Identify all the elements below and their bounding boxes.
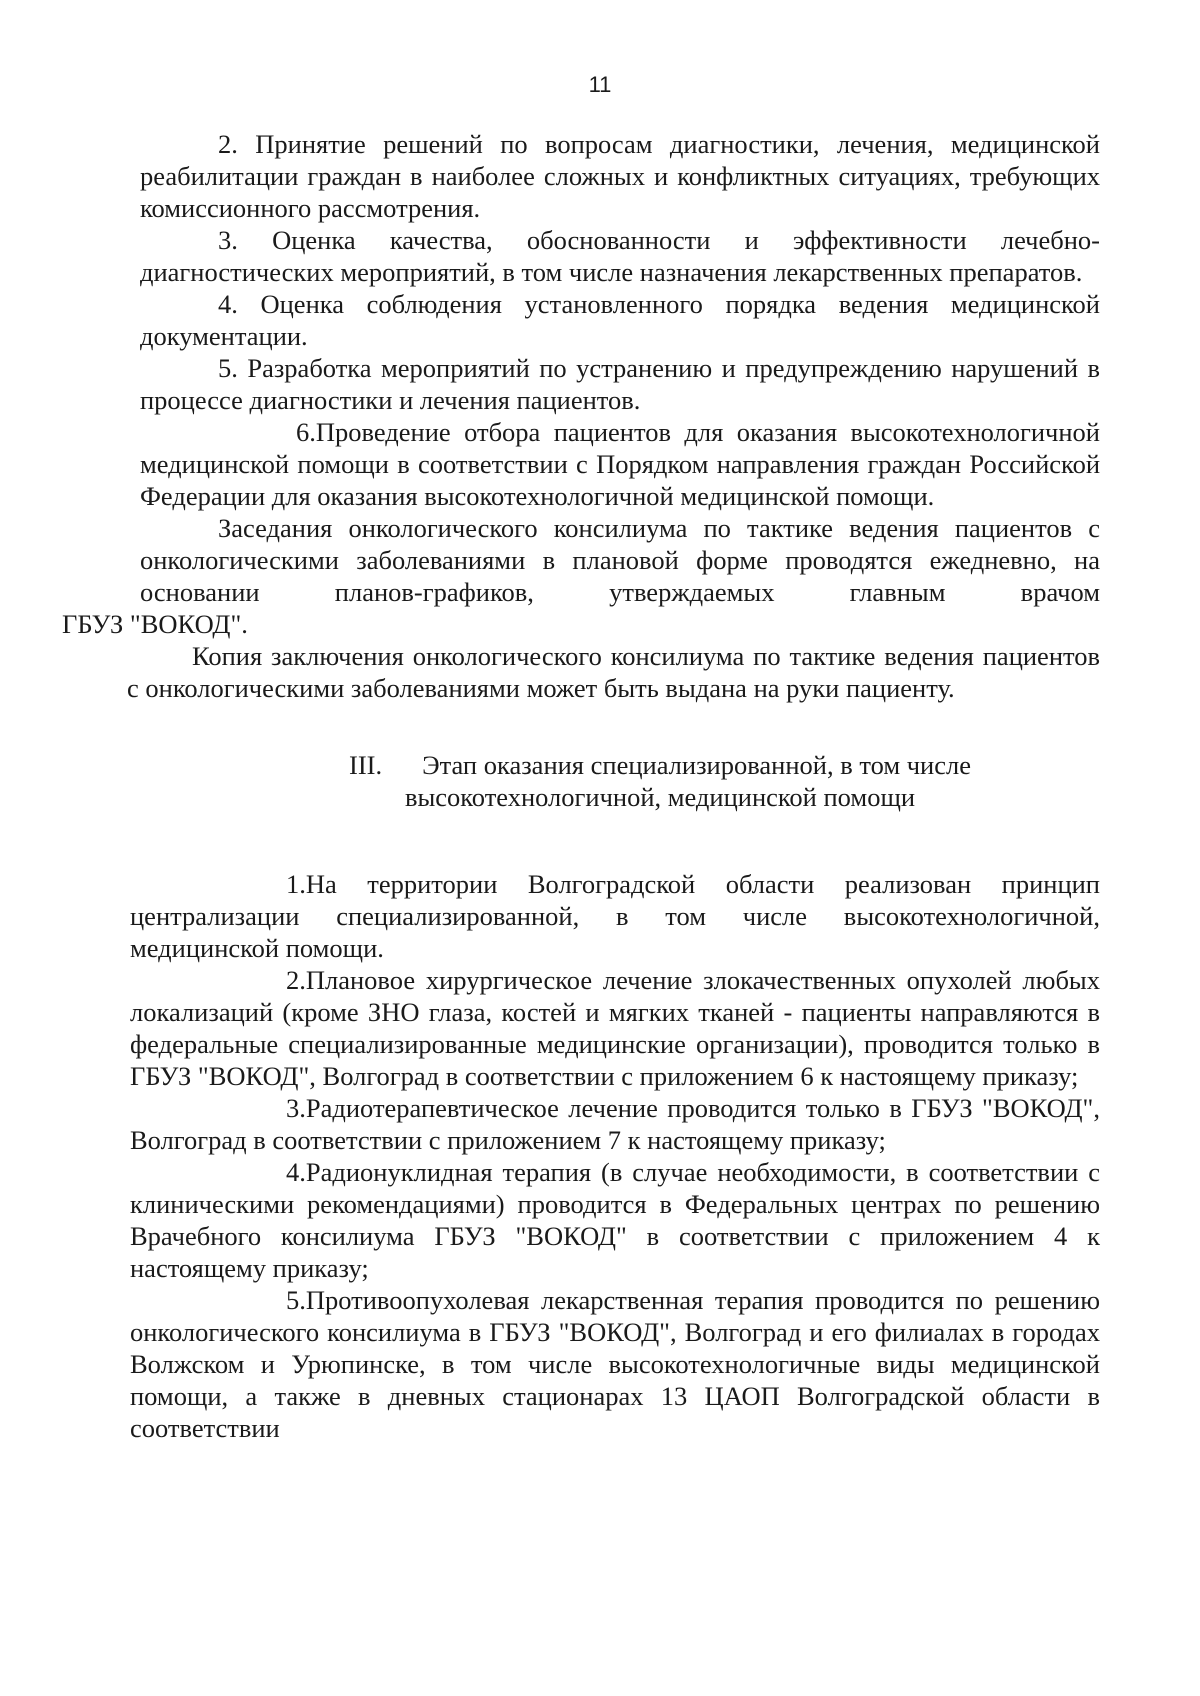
meetings-last-line: ГБУЗ "ВОКОД". bbox=[62, 609, 248, 639]
section-title-part2: высокотехнологичной, медицинской помощи bbox=[404, 782, 916, 812]
section-title-part1: Этап оказания специализированной, в том числе bbox=[422, 750, 971, 780]
item-text: Противоопухолевая лекарственная терапия проводится по решению онкологического консилиума в ГБУЗ "ВОКОД", Волгоград и его филиалах в городах Волжском и Урюпинске, в том числе высокотехнологичные виды медицинской помощи, а также в дневных стационарах 13 ЦАОП Волгоградской области в соответствии bbox=[130, 1285, 1100, 1443]
section-item-4 bbox=[130, 1156, 1100, 1284]
item-number: 2. bbox=[286, 965, 306, 995]
item-text: На территории Волгоградской области реализован принцип централизации специализированной, в том числе высокотехнологичной, медицинской помощи. bbox=[130, 869, 1100, 963]
paragraph-item-3: 3. Оценка качества, обоснованности и эффективности лечебно-диагностических мероприятий, в том числе назначения лекарственных препаратов. bbox=[140, 225, 1100, 287]
paragraph-item-6 bbox=[140, 416, 1100, 512]
paragraph-meetings bbox=[62, 512, 1100, 640]
section-heading bbox=[140, 749, 1100, 813]
section-heading-line1 bbox=[220, 749, 1100, 781]
section-item-3 bbox=[130, 1092, 1100, 1156]
paragraph-item-2: 2. Принятие решений по вопросам диагностики, лечения, медицинской реабилитации граждан в наиболее сложных и конфликтных ситуациях, требующих комиссионного рассмотрения. bbox=[140, 129, 1100, 223]
item-number: 4. bbox=[286, 1157, 306, 1187]
item-text: Проведение отбора пациентов для оказания высокотехнологичной медицинской помощи в соответствии с Порядком направления граждан Российской Федерации для оказания высокотехнологичной медицинской помощи. bbox=[140, 417, 1100, 511]
paragraph-item-5: 5. Разработка мероприятий по устранению и предупреждению нарушений в процессе диагностики и лечения пациентов. bbox=[140, 353, 1100, 415]
item-number: 3. bbox=[286, 1093, 306, 1123]
meetings-text: Заседания онкологического консилиума по тактике ведения пациентов с онкологическими заболеваниями в плановой форме проводятся ежедневно, на основании планов-графиков, утверждаемых главным врачом bbox=[140, 513, 1100, 607]
item-number: 6. bbox=[296, 417, 316, 447]
item-number: 5. bbox=[286, 1285, 306, 1315]
paragraph-copy: Копия заключения онкологического консилиума по тактике ведения пациентов с онкологическими заболеваниями может быть выдана на руки пациенту. bbox=[127, 641, 1100, 703]
document-body bbox=[62, 128, 1100, 1444]
item-text: Радионуклидная терапия (в случае необходимости, в соответствии с клиническими рекомендациями) проводится в Федеральных центрах по решению Врачебного консилиума ГБУЗ "ВОКОД" в соответствии с приложением 4 к настоящему приказу; bbox=[130, 1157, 1100, 1283]
item-text: Плановое хирургическое лечение злокачественных опухолей любых локализаций (кроме ЗНО глаза, костей и мягких тканей - пациенты направляются в федеральные специализированные медицинские организации), проводится только в ГБУЗ "ВОКОД", Волгоград в соответствии с приложением 6 к настоящему приказу; bbox=[130, 965, 1100, 1091]
section-item-2 bbox=[130, 964, 1100, 1092]
item-text: Радиотерапевтическое лечение проводится только в ГБУЗ "ВОКОД", Волгоград в соответствии с приложением 7 к настоящему приказу; bbox=[130, 1093, 1100, 1155]
section-item-1 bbox=[130, 868, 1100, 964]
paragraph-item-4: 4. Оценка соблюдения установленного порядка ведения медицинской документации. bbox=[140, 289, 1100, 351]
item-number: 1. bbox=[286, 869, 306, 899]
section-item-5 bbox=[130, 1284, 1100, 1444]
section-number: III. bbox=[349, 750, 383, 780]
page-number: 11 bbox=[588, 72, 612, 97]
